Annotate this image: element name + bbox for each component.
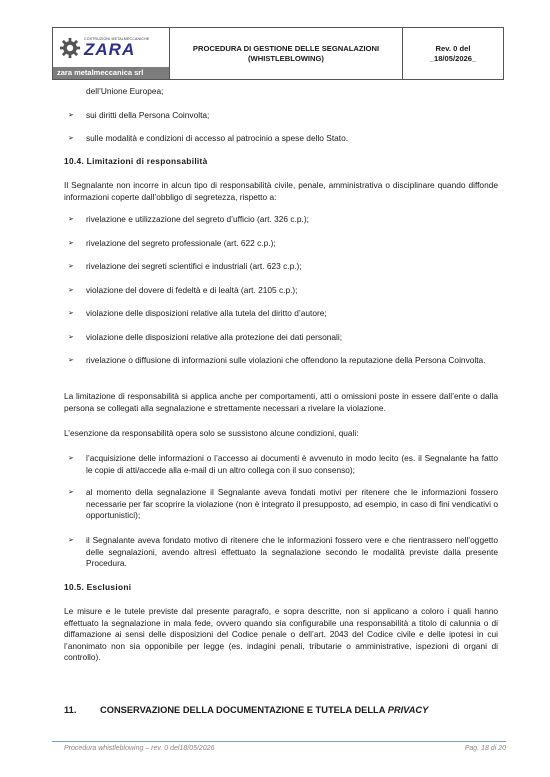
section-intro: Il Segnalante non incorre in alcun tipo di responsabilità civile, penale, amministrativa o disciplinare quando diffonde informazioni coperte dall’obbligo di segretezza, rispetto a: [64, 180, 498, 202]
title-line-2: (WHISTLEBLOWING) [248, 53, 324, 63]
list-item: ➢ sui diritti della Persona Coinvolta; [68, 110, 210, 120]
arrow-bullet-icon: ➢ [68, 357, 74, 364]
footer-divider [52, 741, 506, 742]
list-item: ➢ al momento della segnalazione il Segnalante aveva fondati motivi per ritenere che le informazioni fossero necessarie per far scoprire la violazione (non è integrato il presupposto, ad esempio, in caso di fini vendicativi o opportunistici); [68, 487, 498, 520]
revision-line-1: Rev. 0 del [435, 43, 471, 53]
arrow-bullet-icon: ➢ [68, 263, 74, 270]
arrow-bullet-icon: ➢ [68, 216, 74, 223]
arrow-bullet-icon: ➢ [68, 455, 74, 462]
logo-name: ZARA [84, 40, 136, 59]
continuation-text: dell’Unione Europea; [86, 86, 164, 96]
revision-line-2: _18/05/2026_ [429, 53, 477, 63]
arrow-bullet-icon: ➢ [68, 135, 74, 142]
logo-tagline: COSTRUZIONI METALMECCANICHE [84, 37, 150, 41]
paragraph: La limitazione di responsabilità si applica anche per comportamenti, atti o omissioni poste in essere dall’ente o dalla persona se collegati alla segnalazione e strettamente necessari a rivelare la violazione. [64, 391, 498, 413]
paragraph: L’esenzione da responsabilità opera solo se sussistono alcune condizioni, quali: [64, 428, 359, 438]
arrow-bullet-icon: ➢ [68, 334, 74, 341]
company-logo [53, 28, 170, 79]
list-item: ➢ violazione del dovere di fedeltà e di lealtà (art. 2105 c.p.); [68, 285, 298, 295]
list-item: ➢ rivelazione e utilizzazione del segreto d’ufficio (art. 326 c.p.); [68, 214, 309, 224]
footer-page-number: Pag. 18 di 20 [464, 745, 506, 752]
list-item: ➢ il Segnalante aveva fondato motivo di ritenere che le informazioni fossero vere e che rientrassero nell’oggetto delle segnalazioni, avendo altresì effettuato la segnalazione secondo le modalità previste dalla presente Procedura. [68, 535, 498, 568]
section-number: 11. [64, 705, 77, 715]
paragraph: Le misure e le tutele previste dal presente paragrafo, e sopra descritte, non si applicano a coloro i quali hanno effettuato la segnalazione in mala fede, ovvero quando sia configurabile una responsabilità a titolo di calunnia o di diffamazione ai sensi delle disposizioni del Codice penale o dell’art. 2043 del Codice civile e delle ipotesi in cui l’anonimato non sia opponibile per legge (es. indagini penali, tributarie o amministrative, ispezioni di organi di controllo). [64, 606, 498, 662]
section-heading-10-5: 10.5. Esclusioni [64, 582, 132, 592]
arrow-bullet-icon: ➢ [68, 287, 74, 294]
arrow-bullet-icon: ➢ [68, 489, 74, 496]
arrow-bullet-icon: ➢ [68, 310, 74, 317]
document-title [170, 28, 403, 79]
gear-logo-icon [59, 37, 81, 59]
arrow-bullet-icon: ➢ [68, 537, 74, 544]
document-header [52, 27, 504, 80]
section-heading-11 [64, 705, 428, 715]
list-item: ➢ rivelazione dei segreti scientifici e industriali (art. 623 c.p.); [68, 261, 302, 271]
arrow-bullet-icon: ➢ [68, 240, 74, 247]
list-item: ➢ rivelazione o diffusione di informazioni sulle violazioni che offendono la reputazione della Persona Coinvolta. [68, 355, 486, 365]
footer-document-ref: Procedura whistleblowing – rev. 0 del18/05/2026 [64, 745, 215, 752]
list-item: ➢ rivelazione del segreto professionale (art. 622 c.p.); [68, 238, 276, 248]
list-item: ➢ l’acquisizione delle informazioni o l’accesso ai documenti è avvenuto in modo lecito (es. il Segnalante ha fatto le copie di atti/accede alla e-mail di un altro collega con il suo consenso); [68, 453, 498, 475]
list-item: ➢ violazione delle disposizioni relative alla protezione dei dati personali; [68, 332, 343, 342]
revision-info [403, 28, 503, 79]
arrow-bullet-icon: ➢ [68, 112, 74, 119]
company-name: zara metalmeccanica srl [53, 67, 169, 79]
list-item: ➢ violazione delle disposizioni relative alla tutela del diritto d’autore; [68, 308, 327, 318]
section-title-italic: PRIVACY [387, 705, 429, 715]
section-heading-10-4: 10.4. Limitazioni di responsabilità [64, 156, 208, 166]
section-title: CONSERVAZIONE DELLA DOCUMENTAZIONE E TUTELA DELLA [100, 705, 388, 715]
list-item: ➢ sulle modalità e condizioni di accesso al patrocinio a spese dello Stato. [68, 133, 349, 143]
title-line-1: PROCEDURA DI GESTIONE DELLE SEGNALAZIONI [192, 43, 380, 53]
